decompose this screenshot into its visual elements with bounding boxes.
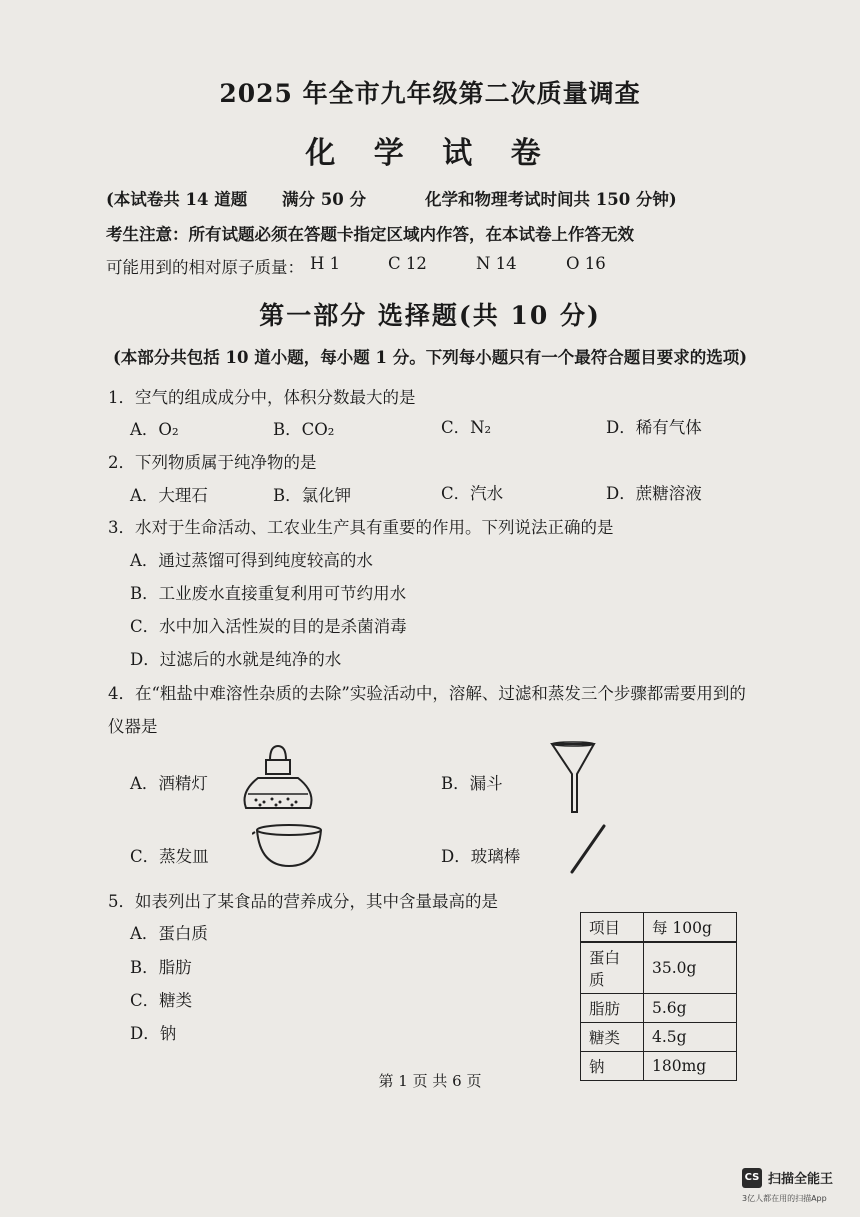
- table-cell: 钠: [581, 1052, 644, 1081]
- scanner-app-name: 扫描全能王: [768, 1172, 834, 1187]
- table-row: [581, 994, 737, 1023]
- exam-info-score: 满分 50 分: [282, 190, 366, 209]
- table-cell: 脂肪: [581, 994, 644, 1023]
- exam-info-questions: (本试卷共 14 道题: [106, 190, 248, 209]
- q1-option-b: B．CO₂: [273, 420, 335, 439]
- funnel-icon: [548, 740, 598, 816]
- table-cell: 180mg: [644, 1052, 737, 1081]
- q5-option-c: C．糖类: [130, 991, 193, 1010]
- evaporating-dish-icon: [252, 822, 326, 872]
- table-cell: 糖类: [581, 1023, 644, 1052]
- exam-title: 2025 年全市九年级第二次质量调查: [219, 79, 641, 108]
- question-5-stem: 5．如表列出了某食品的营养成分，其中含量最高的是: [108, 892, 498, 911]
- question-4-stem-line1: 4．在“粗盐中难溶性杂质的去除”实验活动中，溶解、过滤和蒸发三个步骤都需要用到的: [108, 684, 746, 703]
- q3-option-b: B．工业废水直接重复利用可节约用水: [130, 584, 407, 603]
- q1-option-c: C．N₂: [441, 418, 492, 437]
- q3-option-c: C．水中加入活性炭的目的是杀菌消毒: [130, 617, 407, 636]
- nutrition-table: [580, 912, 737, 1081]
- question-1-stem: 1．空气的组成成分中，体积分数最大的是: [108, 388, 416, 407]
- atomic-mass-n: N 14: [476, 254, 517, 273]
- section-title: 第一部分 选择题(共 10 分): [259, 301, 601, 330]
- scanner-logo-icon: CS: [742, 1168, 762, 1188]
- question-2-stem: 2．下列物质属于纯净物的是: [108, 453, 317, 472]
- q4-option-d: D．玻璃棒: [441, 847, 521, 866]
- table-cell: 4.5g: [644, 1023, 737, 1052]
- section-note: (本部分共包括 10 道小题，每小题 1 分。下列每小题只有一个最符合题目要求的选项): [112, 348, 748, 367]
- atomic-mass-o: O 16: [566, 254, 606, 273]
- q2-option-b: B．氯化钾: [273, 486, 352, 505]
- atomic-mass-c: C 12: [388, 254, 427, 273]
- alcohol-lamp-icon: [236, 742, 320, 816]
- atomic-mass-h: H 1: [310, 254, 341, 273]
- exam-info-time: 化学和物理考试时间共 150 分钟): [425, 190, 677, 209]
- q1-option-a: A．O₂: [130, 420, 179, 439]
- table-cell: 蛋白质: [581, 942, 644, 994]
- q1-option-d: D．稀有气体: [606, 418, 702, 437]
- page-number: 第 1 页 共 6 页: [378, 1072, 482, 1090]
- subject-title: 化 学 试 卷: [305, 136, 555, 171]
- table-header-per-100g: 每 100g: [644, 913, 737, 943]
- table-header-row: [581, 913, 737, 943]
- q5-option-a: A．蛋白质: [130, 924, 208, 943]
- scanner-app-tagline: 3亿人都在用的扫描App: [742, 1194, 827, 1203]
- q5-option-b: B．脂肪: [130, 958, 192, 977]
- atomic-mass-label: 可能用到的相对原子质量：: [106, 258, 304, 277]
- question-3-stem: 3．水对于生命活动、工农业生产具有重要的作用。下列说法正确的是: [108, 518, 614, 537]
- q2-option-c: C．汽水: [441, 484, 504, 503]
- question-4-stem-line2: 仪器是: [108, 717, 158, 736]
- q3-option-a: A．通过蒸馏可得到纯度较高的水: [130, 551, 373, 570]
- q4-option-a: A．酒精灯: [130, 774, 208, 793]
- table-cell: 35.0g: [644, 942, 737, 994]
- table-row: [581, 1023, 737, 1052]
- table-header-item: 项目: [581, 913, 644, 943]
- q3-option-d: D．过滤后的水就是纯净的水: [130, 650, 342, 669]
- q4-option-b: B．漏斗: [441, 774, 503, 793]
- q4-option-c: C．蒸发皿: [130, 847, 209, 866]
- exam-notice: 考生注意：所有试题必须在答题卡指定区域内作答，在本试卷上作答无效: [106, 225, 634, 244]
- q2-option-d: D．蔗糖溶液: [606, 484, 702, 503]
- table-cell: 5.6g: [644, 994, 737, 1023]
- table-row: [581, 942, 737, 994]
- glass-rod-icon: [566, 822, 610, 876]
- q5-option-d: D．钠: [130, 1024, 177, 1043]
- q2-option-a: A．大理石: [130, 486, 208, 505]
